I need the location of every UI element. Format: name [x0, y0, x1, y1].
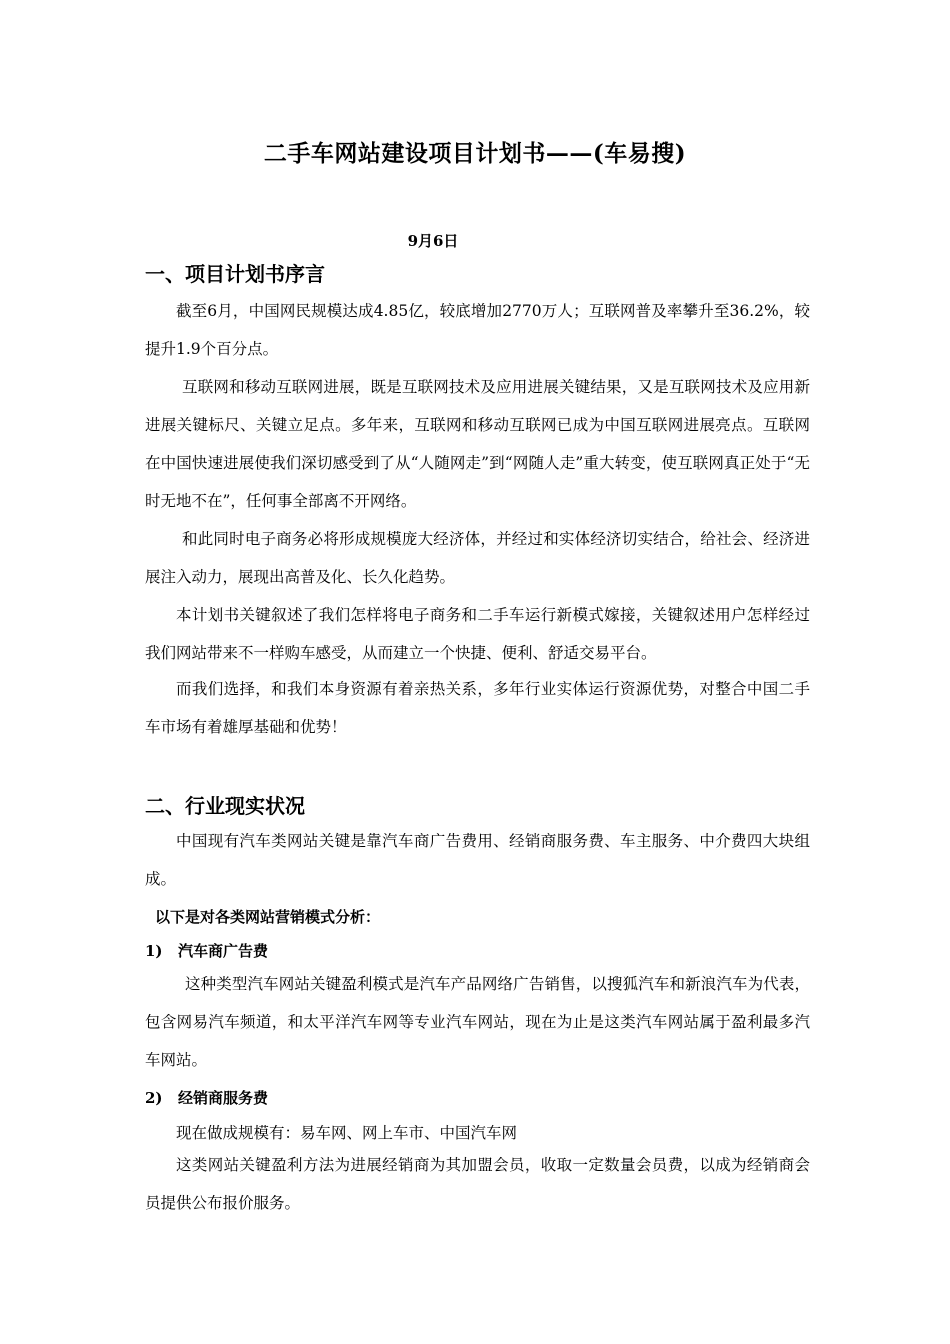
item-2-scale: 现在做成规模有：易车网、网上车市、中国汽车网 — [176, 1124, 518, 1142]
section-1-paragraph-4: 本计划书关键叙述了我们怎样将电子商务和二手车运行新模式嫁接，关键叙述用户怎样经过我们网站带来不一样购车感受，从而建立一个快捷、便利、舒适交易平台。 — [145, 606, 810, 662]
document-title: 二手车网站建设项目计划书——(车易搜) — [263, 140, 687, 167]
document-date: 9月6日 — [407, 232, 459, 250]
section-1-heading: 一、项目计划书序言 — [145, 262, 325, 286]
section-1-paragraph-3: 和此同时电子商务必将形成规模庞大经济体，并经过和实体经济切实结合，给社会、经济进展注入动力，展现出高普及化、长久化趋势。 — [145, 530, 810, 586]
item-2-heading — [145, 1087, 268, 1108]
section-2-heading: 二、行业现实状况 — [145, 794, 305, 818]
item-1-title: 汽车商广告费 — [178, 942, 269, 960]
item-2-title: 经销商服务费 — [178, 1089, 269, 1107]
item-2-number: 2) — [145, 1089, 163, 1107]
item-1-number: 1) — [145, 942, 163, 960]
section-1-paragraph-5: 而我们选择，和我们本身资源有着亲热关系，多年行业实体运行资源优势，对整合中国二手车市场有着雄厚基础和优势！ — [145, 680, 810, 736]
section-2-intro: 中国现有汽车类网站关键是靠汽车商广告费用、经销商服务费、车主服务、中介费四大块组成。 — [145, 832, 810, 888]
item-1-heading — [145, 940, 268, 961]
analysis-label: 以下是对各类网站营销模式分析： — [155, 908, 381, 926]
section-1-paragraph-2: 互联网和移动互联网进展，既是互联网技术及应用进展关键结果，又是互联网技术及应用新进展关键标尺、关键立足点。多年来，互联网和移动互联网已成为中国互联网进展亮点。互联网在中国快速进展使我们深切感受到了从“人随网走”到“网随人走”重大转变，使互联网真正处于“无时无地不在”，任何事全部离不开网络。 — [145, 378, 810, 510]
item-1-text: 这种类型汽车网站关键盈利模式是汽车产品网络广告销售，以搜狐汽车和新浪汽车为代表，包含网易汽车频道，和太平洋汽车网等专业汽车网站，现在为止是这类汽车网站属于盈利最多汽车网站。 — [145, 975, 810, 1069]
section-1-paragraph-1: 截至6月，中国网民规模达成4.85亿，较底增加2770万人；互联网普及率攀升至36.2%，较提升1.9个百分点。 — [145, 302, 810, 358]
item-2-text: 这类网站关键盈利方法为进展经销商为其加盟会员，收取一定数量会员费，以成为经销商会员提供公布报价服务。 — [145, 1156, 810, 1212]
